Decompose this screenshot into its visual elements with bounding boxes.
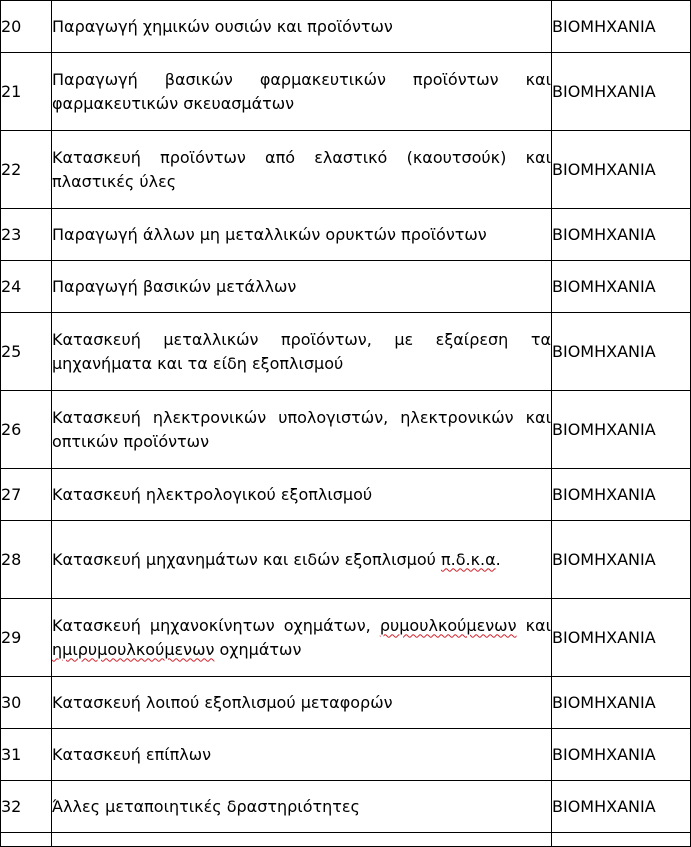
code-cell [1,833,52,847]
table-row [1,677,691,729]
code-cell: 29 [1,599,52,677]
code-cell: 25 [1,313,52,391]
category-cell: ΒΙΟΜΗΧΑΝΙΑ [552,469,691,521]
table-row [1,313,691,391]
code-cell: 20 [1,1,52,53]
table-row-partial [1,833,691,847]
description-text: . [495,549,501,569]
category-cell [552,833,691,847]
description-cell [52,521,552,599]
table-row [1,1,691,53]
description-cell: Κατασκευή ηλεκτρολογικού εξοπλισμού [52,469,552,521]
description-cell: Άλλες μεταποιητικές δραστηριότητες [52,781,552,833]
table-row [1,209,691,261]
category-cell: ΒΙΟΜΗΧΑΝΙΑ [552,677,691,729]
table-row [1,729,691,781]
code-cell: 28 [1,521,52,599]
category-cell: ΒΙΟΜΗΧΑΝΙΑ [552,521,691,599]
code-cell: 30 [1,677,52,729]
description-cell: Παραγωγή βασικών μετάλλων [52,261,552,313]
description-cell: Παραγωγή χημικών ουσιών και προϊόντων [52,1,552,53]
category-cell: ΒΙΟΜΗΧΑΝΙΑ [552,313,691,391]
category-cell: ΒΙΟΜΗΧΑΝΙΑ [552,599,691,677]
category-cell: ΒΙΟΜΗΧΑΝΙΑ [552,1,691,53]
category-cell: ΒΙΟΜΗΧΑΝΙΑ [552,729,691,781]
category-cell: ΒΙΟΜΗΧΑΝΙΑ [552,391,691,469]
spellcheck-flagged-word: π.δ.κ.α [440,549,496,569]
code-cell: 23 [1,209,52,261]
description-text: Κατασκευή μηχανημάτων και ειδών εξοπλισμού [52,549,436,569]
description-cell: Παραγωγή βασικών φαρμακευτικών προϊόντων και φαρμακευτικών σκευασμάτων [52,53,552,131]
description-text: και [516,615,552,635]
spellcheck-flagged-word: ρυμουλκούμενων [379,615,517,635]
category-cell: ΒΙΟΜΗΧΑΝΙΑ [552,781,691,833]
code-cell: 22 [1,131,52,209]
spellcheck-flagged-word: ημιρυμουλκούμενων [52,639,215,659]
category-cell: ΒΙΟΜΗΧΑΝΙΑ [552,261,691,313]
category-cell: ΒΙΟΜΗΧΑΝΙΑ [552,209,691,261]
description-text: Κατασκευή μηχανοκίνητων οχημάτων, [52,615,371,635]
code-cell: 31 [1,729,52,781]
description-cell [52,833,552,847]
description-cell: Παραγωγή άλλων μη μεταλλικών ορυκτών προϊόντων [52,209,552,261]
table-row [1,131,691,209]
code-cell: 21 [1,53,52,131]
code-cell: 32 [1,781,52,833]
code-cell: 24 [1,261,52,313]
description-cell: Κατασκευή επίπλων [52,729,552,781]
description-cell: Κατασκευή λοιπού εξοπλισμού μεταφορών [52,677,552,729]
category-cell: ΒΙΟΜΗΧΑΝΙΑ [552,53,691,131]
table-row [1,469,691,521]
table-row [1,521,691,599]
description-cell: Κατασκευή προϊόντων από ελαστικό (καουτσούκ) και πλαστικές ύλες [52,131,552,209]
table-row [1,391,691,469]
code-cell: 26 [1,391,52,469]
table-row [1,781,691,833]
description-cell [52,599,552,677]
description-cell: Κατασκευή ηλεκτρονικών υπολογιστών, ηλεκτρονικών και οπτικών προϊόντων [52,391,552,469]
description-text: οχημάτων [214,639,302,659]
table-row [1,261,691,313]
category-cell: ΒΙΟΜΗΧΑΝΙΑ [552,131,691,209]
table-row [1,53,691,131]
code-cell: 27 [1,469,52,521]
table-row [1,599,691,677]
description-cell: Κατασκευή μεταλλικών προϊόντων, με εξαίρεση τα μηχανήματα και τα είδη εξοπλισμού [52,313,552,391]
